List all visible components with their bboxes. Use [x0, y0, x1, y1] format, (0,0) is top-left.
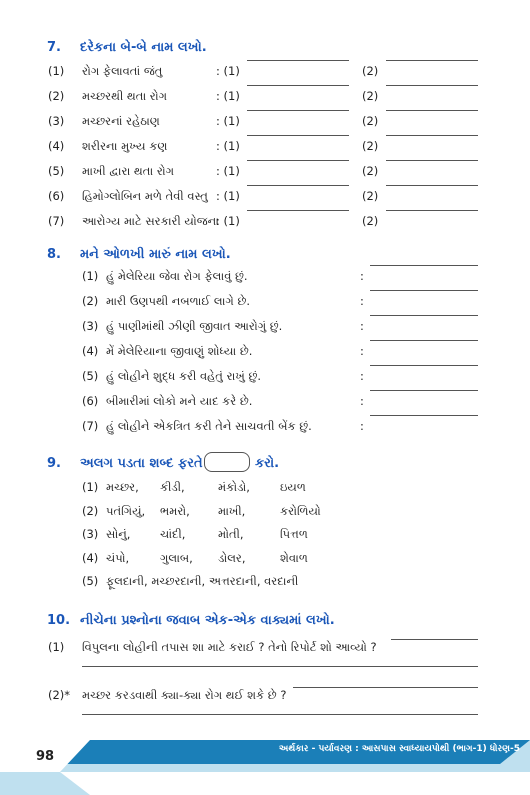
- row-prompt: મેં મેલેરિયાના જીવાણું શોધ્યા છે.: [106, 344, 253, 358]
- section8-number: 8.: [47, 247, 61, 262]
- row-prompt: મચ્છરથી થતા રોગ: [82, 89, 168, 103]
- row-number: (3): [48, 114, 65, 128]
- section7-title: દરેકના બે-બે નામ લખો.: [80, 40, 207, 55]
- question-number: (2)*: [48, 688, 71, 702]
- option-word: કરોળિયો: [280, 503, 321, 518]
- row-number: (6): [48, 189, 65, 203]
- answer1-line: [247, 60, 349, 61]
- section7-number: 7.: [47, 40, 61, 55]
- footer-book-title: અર્થકાર - પર્યાવરણ : આસપાસ સ્વાધ્યાયપોથી (ભાગ-1) ધોરણ-5: [278, 744, 520, 754]
- answer1-label: : (1): [216, 214, 240, 228]
- row-number: (5): [48, 164, 65, 178]
- answer-line: [370, 365, 478, 366]
- section8-title: મને ઓળખી મારું નામ લખો.: [80, 247, 231, 262]
- answer2-label: (2): [362, 64, 379, 78]
- option-word: ડોલર,: [218, 550, 246, 565]
- answer-line: [293, 687, 478, 688]
- answer-colon: :: [360, 319, 364, 333]
- row-prompt: હું લોહીને એકત્રિત કરી તેને સાચવતી બેંક છું.: [106, 419, 312, 433]
- answer-line: [370, 415, 478, 416]
- answer1-label: : (1): [216, 89, 240, 103]
- row-prompt: હું મેલેરિયા જેવા રોગ ફેલાવું છું.: [106, 269, 248, 283]
- question-text: વિપુલના લોહીની તપાસ શા માટે કરાઈ ? તેનો રિપોર્ટ શો આવ્યો ?: [82, 640, 377, 654]
- row-number: (1): [82, 480, 99, 494]
- row-prompt: માખી દ્વારા થતા રોગ: [82, 164, 175, 178]
- row-prompt: આરોગ્ય માટે સરકારી યોજના: [82, 214, 219, 228]
- footer-decor: [0, 772, 120, 795]
- option-word: પિત્તળ: [280, 527, 308, 541]
- option-word: ફૂલદાની, મચ્છરદાની, અત્તરદાની, વરદાની: [106, 574, 299, 588]
- answer-line: [370, 290, 478, 291]
- row-number: (1): [48, 64, 65, 78]
- answer2-line: [386, 110, 478, 111]
- row-prompt: રોગ ફેલાવતાં જંતુ: [82, 64, 163, 78]
- row-prompt: હું પાણીમાંથી ઝીણી જીવાત આરોગું છું.: [106, 319, 283, 333]
- answer1-line: [247, 185, 349, 186]
- option-word: સોનું,: [106, 527, 131, 541]
- option-word: પતંગિયું,: [106, 503, 146, 518]
- answer1-label: : (1): [216, 164, 240, 178]
- answer2-label: (2): [362, 214, 379, 228]
- answer1-line: [247, 160, 349, 161]
- answer1-label: : (1): [216, 64, 240, 78]
- row-number: (2): [48, 89, 65, 103]
- answer-line: [370, 315, 478, 316]
- answer1-line: [247, 135, 349, 136]
- option-word: મચ્છર,: [106, 480, 139, 494]
- option-word: ચંપો,: [106, 550, 130, 565]
- answer-colon: :: [360, 269, 364, 283]
- answer2-line: [386, 210, 478, 211]
- option-word: કીડી,: [160, 480, 185, 494]
- answer2-line: [386, 60, 478, 61]
- answer-colon: :: [360, 419, 364, 433]
- question-text: મચ્છર કરડવાથી ક્યા-ક્યા રોગ થઈ શકે છે ?: [82, 688, 287, 702]
- answer-line: [370, 340, 478, 341]
- option-word: ઇયળ: [280, 480, 306, 494]
- row-number: (4): [82, 550, 99, 565]
- answer-line-2: [82, 666, 478, 667]
- question-number: (1): [48, 640, 65, 654]
- row-prompt: બીમારીમાં લોકો મને યાદ કરે છે.: [106, 394, 253, 408]
- answer2-line: [386, 85, 478, 86]
- row-number: (3): [82, 527, 99, 541]
- row-number: (2): [82, 503, 99, 518]
- row-number: (4): [82, 344, 99, 358]
- row-prompt: હું લોહીને શુદ્ધ કરી વહેતું રાખું છું.: [106, 369, 261, 383]
- row-number: (6): [82, 394, 99, 408]
- row-prompt: મારી ઉણપથી નબળાઈ લાગે છે.: [106, 294, 251, 308]
- option-word: મોતી,: [218, 527, 244, 541]
- answer-line-2: [82, 714, 478, 715]
- section10-title: નીચેના પ્રશ્નોના જવાબ એક-એક વાક્યમાં લખો.: [80, 613, 335, 628]
- answer1-label: : (1): [216, 114, 240, 128]
- option-word: ચાંદી,: [160, 527, 186, 541]
- page-number: 98: [36, 749, 55, 764]
- row-number: (2): [82, 294, 99, 308]
- row-number: (5): [82, 369, 99, 383]
- row-prompt: શરીરના મુખ્ય કણ: [82, 139, 168, 153]
- option-word: શેવાળ: [280, 550, 308, 565]
- answer2-line: [386, 135, 478, 136]
- row-prompt: મચ્છરનાં રહેઠાણ: [82, 114, 160, 128]
- section9-title-before: અલગ પડતા શબ્દ ફરતે: [80, 456, 203, 471]
- answer-colon: :: [360, 344, 364, 358]
- option-word: ભમરો,: [160, 503, 190, 518]
- answer2-line: [386, 160, 478, 161]
- answer2-line: [386, 185, 478, 186]
- answer-colon: :: [360, 369, 364, 383]
- section10-number: 10.: [47, 613, 71, 628]
- row-number: (3): [82, 319, 99, 333]
- answer-line: [370, 265, 478, 266]
- row-number: (7): [82, 419, 99, 433]
- answer-colon: :: [360, 394, 364, 408]
- circle-word-box: [204, 452, 250, 472]
- answer-line: [370, 390, 478, 391]
- answer1-label: : (1): [216, 189, 240, 203]
- option-word: મંકોડો,: [218, 480, 250, 494]
- answer1-line: [247, 85, 349, 86]
- answer2-label: (2): [362, 89, 379, 103]
- answer2-label: (2): [362, 114, 379, 128]
- answer2-label: (2): [362, 189, 379, 203]
- section9-number: 9.: [47, 456, 61, 471]
- answer1-line: [247, 110, 349, 111]
- row-number: (7): [48, 214, 65, 228]
- option-word: માખી,: [218, 503, 246, 518]
- answer1-line: [247, 210, 349, 211]
- row-number: (5): [82, 574, 99, 588]
- row-number: (1): [82, 269, 99, 283]
- row-number: (4): [48, 139, 65, 153]
- answer1-label: : (1): [216, 139, 240, 153]
- answer-line: [391, 639, 478, 640]
- row-prompt: હિમોગ્લોબિન મળે તેવી વસ્તુ: [82, 189, 208, 203]
- section9-title-after: કરો.: [255, 456, 280, 471]
- answer2-label: (2): [362, 164, 379, 178]
- answer-colon: :: [360, 294, 364, 308]
- answer2-label: (2): [362, 139, 379, 153]
- option-word: ગુલાબ,: [160, 550, 193, 565]
